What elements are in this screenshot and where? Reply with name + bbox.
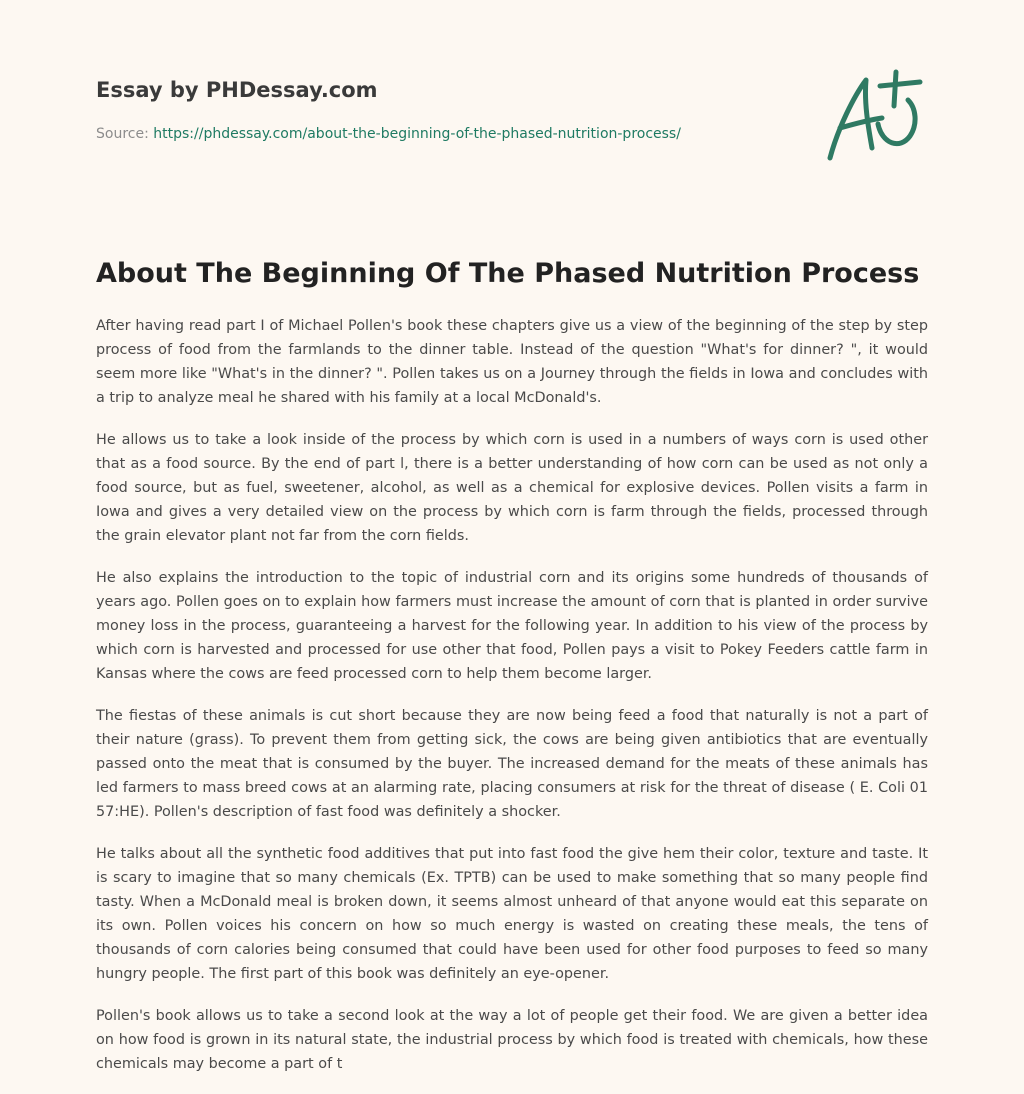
essay-paragraph: Pollen's book allows us to take a second look at the way a lot of people get their food. We are given a better idea on how food is grown in its natural state, the industrial process by which food is treated with chemicals, how these chemicals may become a part of t: [96, 1008, 928, 1072]
essay-title: About The Beginning Of The Phased Nutrition Process: [96, 258, 920, 289]
page-header: [96, 76, 796, 144]
essay-body: [96, 314, 928, 1094]
essay-paragraph: The fiestas of these animals is cut short because they are now being feed a food that naturally is not a part of their nature (grass). To prevent them from getting sick, the cows are being given antibiotics that are eventually passed onto the meat that is consumed by the buyer. The increased demand for the meats of these animals has led farmers to mass breed cows at an alarming rate, placing consumers at risk for the threat of disease ( E. Coli 01 57:HE). Pollen's description of fast food was definitely a shocker.: [96, 708, 928, 820]
essay-paragraph: He allows us to take a look inside of the process by which corn is used in a numbers of ways corn is used other that as a food source. By the end of part l, there is a better understanding of how corn can be used as not only a food source, but as fuel, sweetener, alcohol, as well as a chemical for explosive devices. Pollen visits a farm in Iowa and gives a very detailed view on the process by which corn is farm through the fields, processed through the grain elevator plant not far from the corn fields.: [96, 432, 928, 544]
a-plus-grade-icon: [820, 66, 932, 166]
source-link[interactable]: https://phdessay.com/about-the-beginning-of-the-phased-nutrition-process/: [153, 126, 681, 142]
site-brand: Essay by PHDessay.com: [96, 78, 378, 102]
essay-paragraph: He also explains the introduction to the topic of industrial corn and its origins some hundreds of thousands of years ago. Pollen goes on to explain how farmers must increase the amount of corn that is planted in order survive money loss in the process, guaranteeing a harvest for the following year. In addition to his view of the process by which corn is harvested and processed for use other that food, Pollen pays a visit to Pokey Feeders cattle farm in Kansas where the cows are feed processed corn to help them become larger.: [96, 570, 928, 682]
source-label: Source:: [96, 126, 154, 142]
essay-paragraph: He talks about all the synthetic food additives that put into fast food the give hem their color, texture and taste. It is scary to imagine that so many chemicals (Ex. TPTB) can be used to make something that so many people find tasty. When a McDonald meal is broken down, it seems almost unheard of that anyone would eat this separate on its own. Pollen voices his concern on how so much energy is wasted on creating these meals, the tens of thousands of corn calories being consumed that could have been used for other food purposes to feed so many hungry people. The first part of this book was definitely an eye-opener.: [96, 846, 928, 982]
essay-paragraph: After having read part I of Michael Pollen's book these chapters give us a view of the beginning of the step by step process of food from the farmlands to the dinner table. Instead of the question "What's for dinner? ", it would seem more like "What's in the dinner? ". Pollen takes us on a Journey through the fields in Iowa and concludes with a trip to analyze meal he shared with his family at a local McDonald's.: [96, 318, 928, 406]
source-line: [96, 124, 796, 144]
